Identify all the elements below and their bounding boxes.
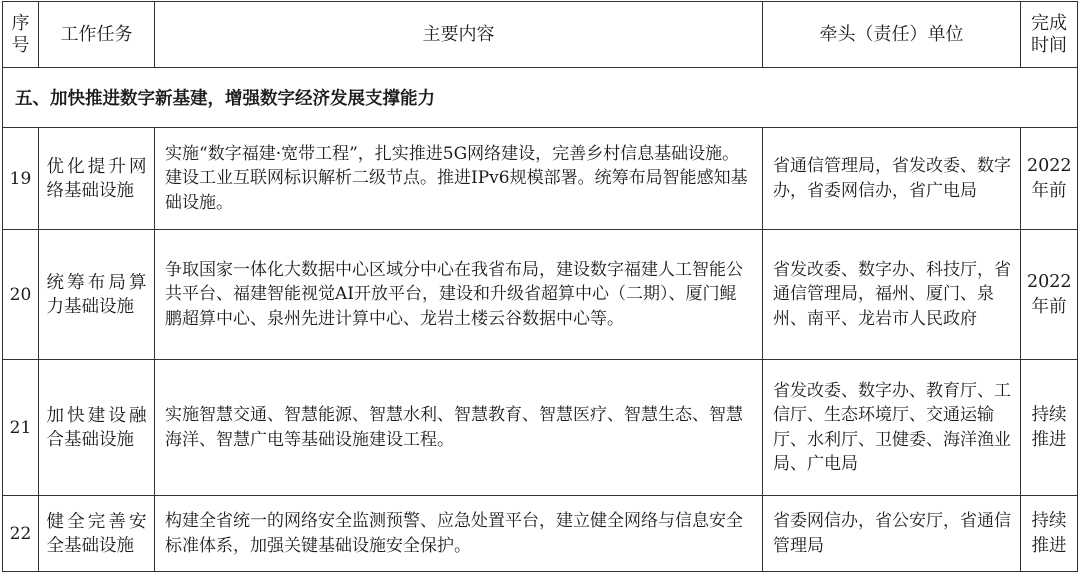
table-row (3, 230, 1078, 360)
row-content: 实施“数字福建·宽带工程”，扎实推进5G网络建设，完善乡村信息基础设施。建设工业互联网标识解析二级节点。推进IPv6规模部署。统筹布局智能感知基础设施。 (155, 128, 763, 230)
header-task: 工作任务 (39, 2, 155, 68)
row-num: 19 (3, 128, 39, 230)
row-time: 持续推进 (1021, 496, 1078, 572)
row-content: 构建全省统一的网络安全监测预警、应急处置平台，建立健全网络与信息安全标准体系，加强关键基础设施安全保护。 (155, 496, 763, 572)
header-unit: 牵头（责任）单位 (763, 2, 1021, 68)
table-header-row (3, 2, 1078, 68)
row-num: 21 (3, 360, 39, 496)
row-task: 加快建设融合基础设施 (39, 360, 155, 496)
row-unit: 省委网信办，省公安厅，省通信管理局 (763, 496, 1021, 572)
row-num: 20 (3, 230, 39, 360)
row-time: 2022年前 (1021, 230, 1078, 360)
row-task: 优化提升网络基础设施 (39, 128, 155, 230)
row-unit: 省发改委、数字办、科技厅，省通信管理局，福州、厦门、泉州、南平、龙岩市人民政府 (763, 230, 1021, 360)
row-task: 健全完善安全基础设施 (39, 496, 155, 572)
task-table (2, 1, 1078, 572)
header-num: 序号 (3, 2, 39, 68)
row-time: 2022年前 (1021, 128, 1078, 230)
row-time: 持续推进 (1021, 360, 1078, 496)
header-content: 主要内容 (155, 2, 763, 68)
row-content: 实施智慧交通、智慧能源、智慧水利、智慧教育、智慧医疗、智慧生态、智慧海洋、智慧广电等基础设施建设工程。 (155, 360, 763, 496)
section-row (3, 68, 1078, 128)
section-title: 五、加快推进数字新基建，增强数字经济发展支撑能力 (3, 68, 1078, 128)
table-row (3, 360, 1078, 496)
row-unit: 省发改委、数字办、教育厅、工信厅、生态环境厅、交通运输厅、水利厅、卫健委、海洋渔业局、广电局 (763, 360, 1021, 496)
table-row (3, 128, 1078, 230)
row-unit: 省通信管理局，省发改委、数字办，省委网信办，省广电局 (763, 128, 1021, 230)
header-time: 完成时间 (1021, 2, 1078, 68)
document-page (2, 1, 1078, 572)
row-content: 争取国家一体化大数据中心区域分中心在我省布局，建设数字福建人工智能公共平台、福建智能视觉AI开放平台，建设和升级省超算中心（二期）、厦门鲲鹏超算中心、泉州先进计算中心、龙岩土楼云谷数据中心等。 (155, 230, 763, 360)
row-task: 统筹布局算力基础设施 (39, 230, 155, 360)
row-num: 22 (3, 496, 39, 572)
table-row (3, 496, 1078, 572)
